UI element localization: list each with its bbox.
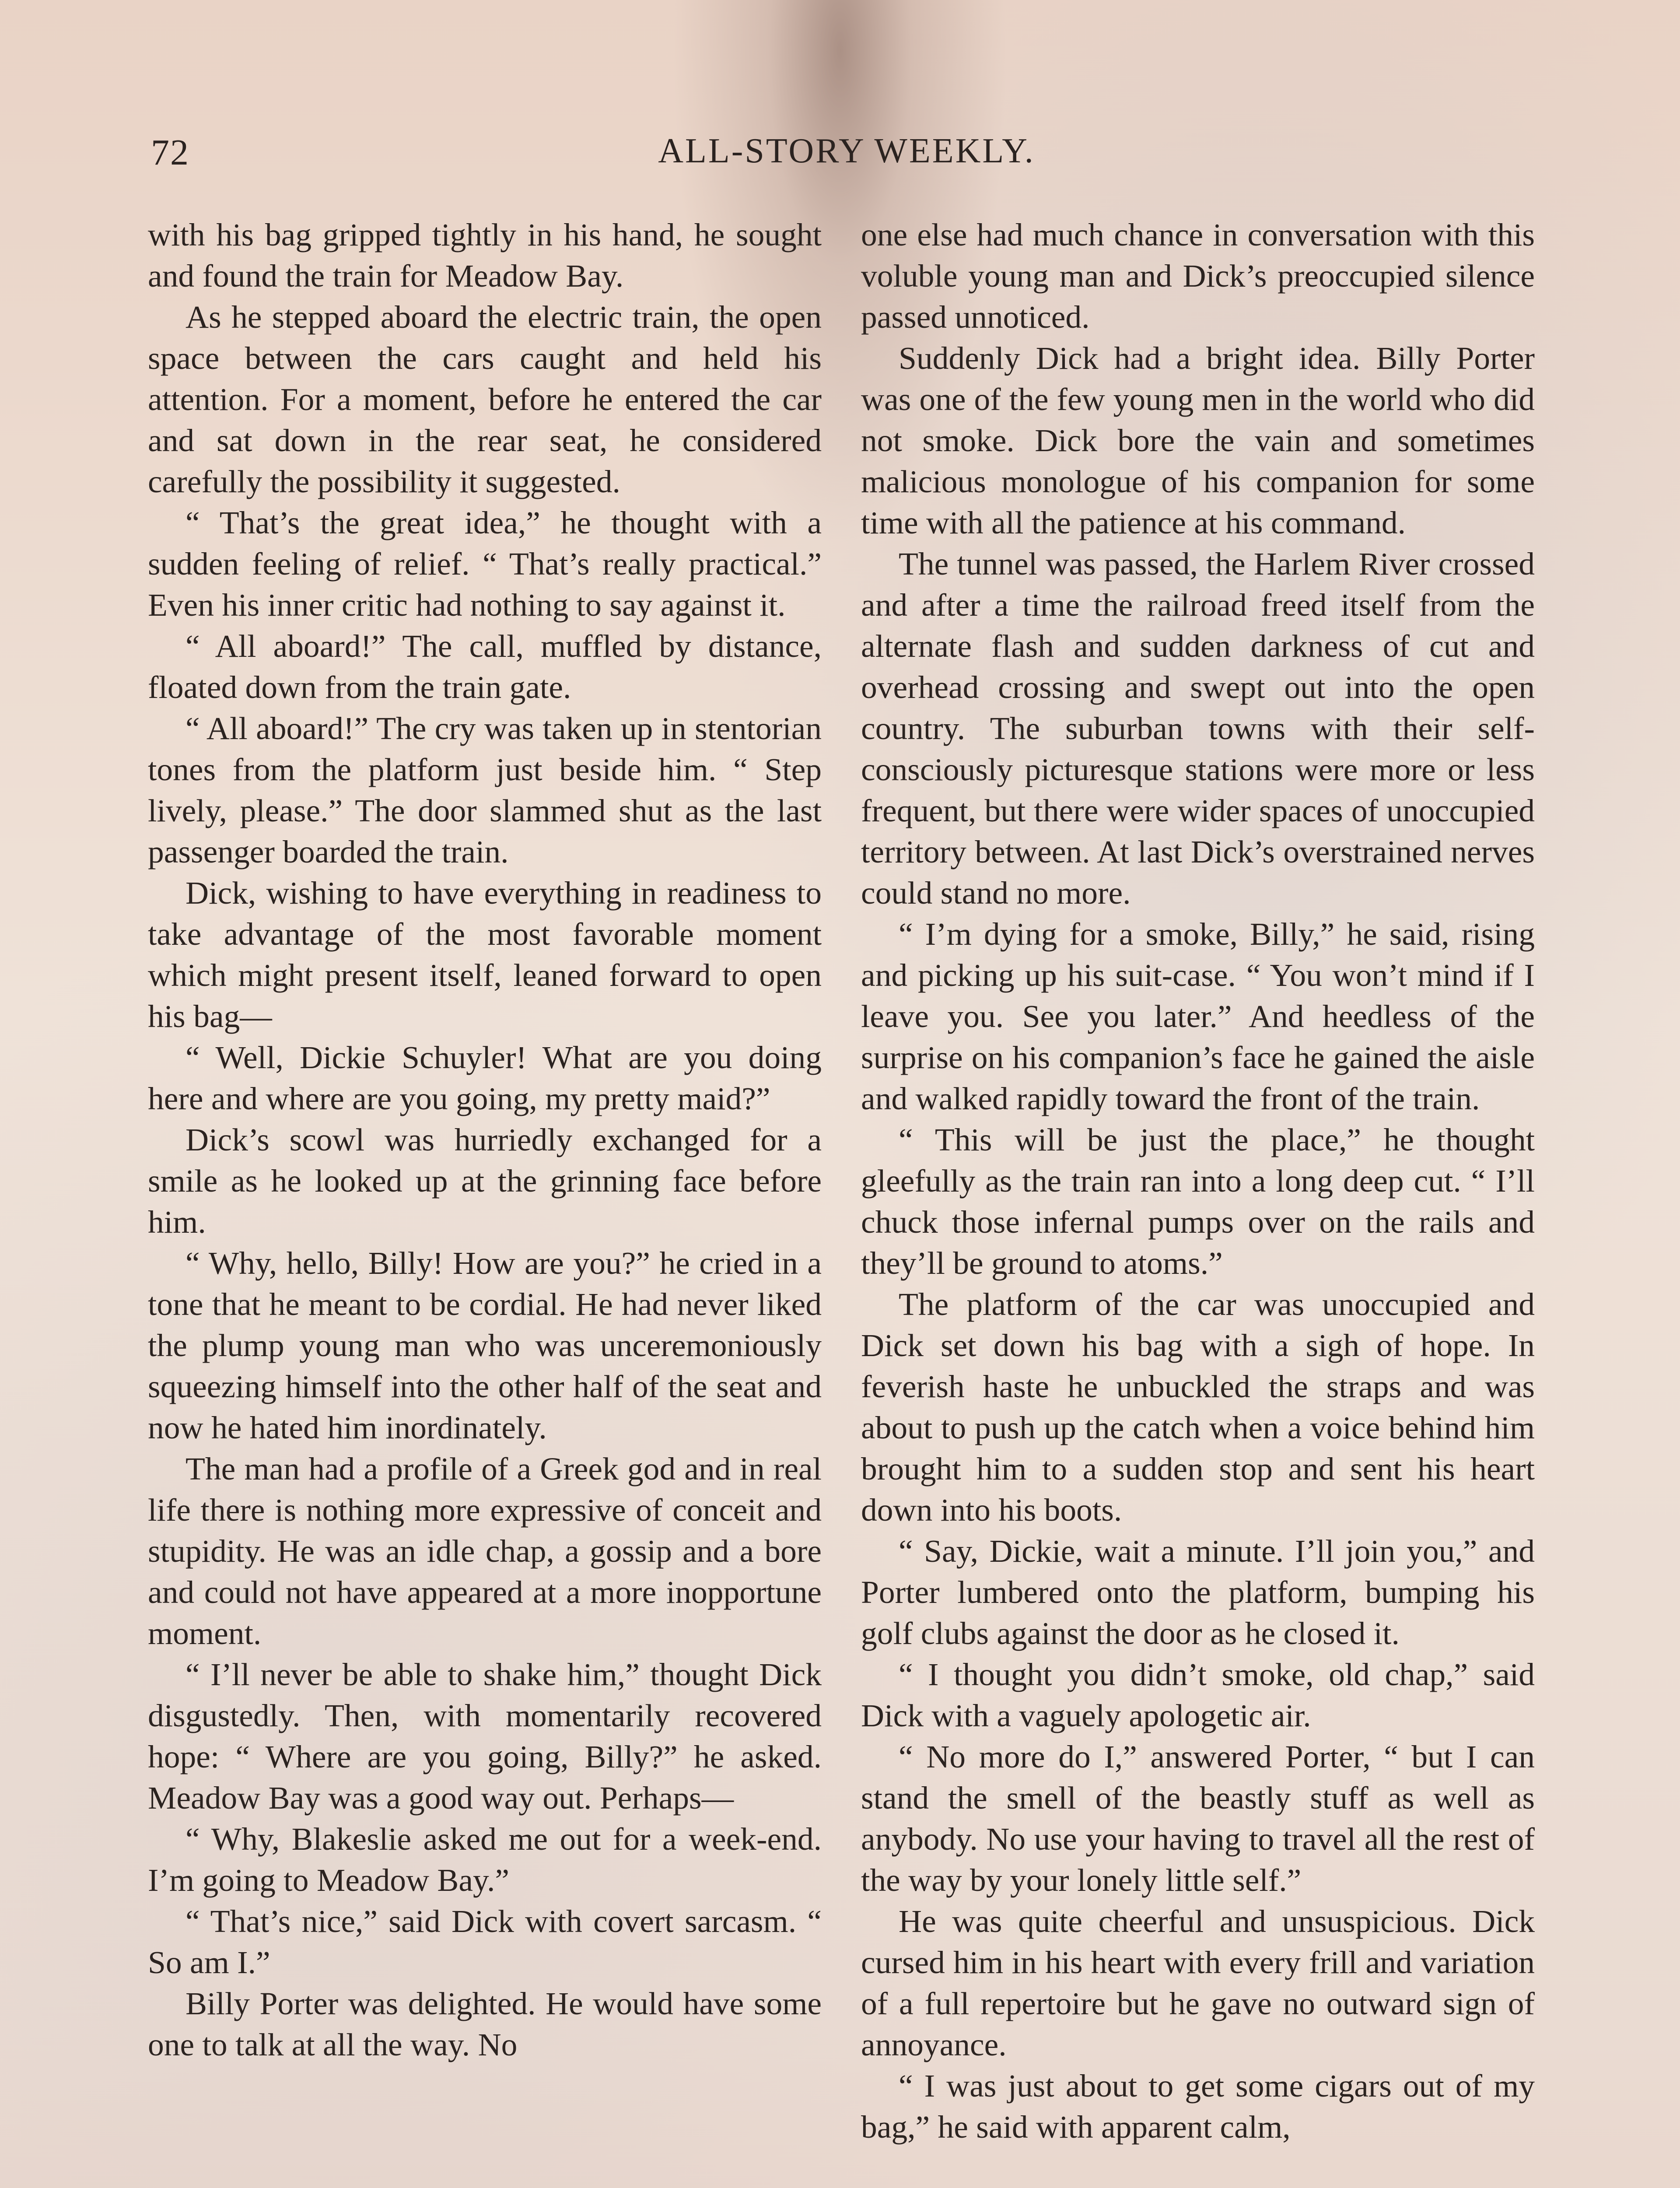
paragraph: “ I was just about to get some cigars out of my bag,” he said with apparent calm, — [861, 2068, 1535, 2145]
paragraph: The platform of the car was unoccupied and Dick set down his bag with a sigh of hope. In feverish haste he unbuckled the straps and was about to push up the catch when a voice behind him brought him to a sudden stop and sent his heart down into his boots. — [861, 1287, 1535, 1528]
paragraph: As he stepped aboard the electric train, the open space between the cars caught and held his attention. For a moment, before he entered the car and sat down in the rear seat, he considered carefully the possibility it suggested. — [148, 299, 822, 499]
paragraph: He was quite cheerful and unsuspicious. Dick cursed him in his heart with every frill and variation of a full repertoire but he gave no outward sign of annoyance. — [861, 1904, 1535, 2062]
paragraph: “ All aboard!” The call, muffled by distance, floated down from the train gate. — [148, 628, 822, 705]
paragraph: The man had a profile of a Greek god and in real life there is nothing more expressive of conceit and stupidity. He was an idle chap, a gossip and a bore and could not have appeared at a more inopportune moment. — [148, 1451, 822, 1651]
paragraph: Dick’s scowl was hurriedly exchanged for a smile as he looked up at the grinning face before him. — [148, 1122, 822, 1240]
paragraph: “ Why, Blakeslie asked me out for a week-end. I’m going to Meadow Bay.” — [148, 1821, 822, 1898]
paragraph: one else had much chance in conversation with this voluble young man and Dick’s preoccupied silence passed unnoticed. — [861, 217, 1535, 335]
paragraph: “ I thought you didn’t smoke, old chap,” said Dick with a vaguely apologetic air. — [861, 1657, 1535, 1733]
running-title: ALL-STORY WEEKLY. — [658, 132, 1035, 170]
paragraph: “ This will be just the place,” he thought gleefully as the train ran into a long deep cut. “ I’ll chuck those infernal pumps over on the rails and they’ll be ground to atoms.” — [861, 1122, 1535, 1281]
paragraph: Suddenly Dick had a bright idea. Billy Porter was one of the few young men in the world who did not smoke. Dick bore the vain and sometimes malicious monologue of his companion for some time with all the patience at his command. — [861, 340, 1535, 540]
paragraph: “ All aboard!” The cry was taken up in stentorian tones from the platform just beside him. “ Step lively, please.” The door slammed shut as the last passenger boarded the train. — [148, 711, 822, 870]
page-header — [151, 131, 1542, 184]
paragraph: “ I’ll never be able to shake him,” thought Dick disgustedly. Then, with momentarily recovered hope: “ Where are you going, Billy?” he asked. Meadow Bay was a good way out. Perhaps— — [148, 1657, 822, 1816]
paragraph: “ Well, Dickie Schuyler! What are you doing here and where are you going, my pretty maid?” — [148, 1040, 822, 1116]
paragraph: with his bag gripped tightly in his hand, he sought and found the train for Meadow Bay. — [148, 217, 822, 294]
page-number: 72 — [151, 132, 189, 173]
left-column — [148, 214, 822, 2065]
paragraph: “ That’s the great idea,” he thought with a sudden feeling of relief. “ That’s really practical.” Even his inner critic had nothing to say against it. — [148, 505, 822, 623]
paragraph: The tunnel was passed, the Harlem River crossed and after a time the railroad freed itself from the alternate flash and sudden darkness of cut and overhead crossing and swept out into the open country. The suburban towns with their self-consciously picturesque stations were more or less frequent, but there were wider spaces of unoccupied territory between. At last Dick’s overstrained nerves could stand no more. — [861, 546, 1535, 911]
paragraph: “ Why, hello, Billy! How are you?” he cried in a tone that he meant to be cordial. He had never liked the plump young man who was unceremoniously squeezing himself into the other half of the seat and now he hated him inordinately. — [148, 1245, 822, 1445]
paragraph: Dick, wishing to have everything in readiness to take advantage of the most favorable moment which might present itself, leaned forward to open his bag— — [148, 875, 822, 1034]
paragraph: Billy Porter was delighted. He would have some one to talk at all the way. No — [148, 1986, 822, 2062]
paragraph: “ Say, Dickie, wait a minute. I’ll join you,” and Porter lumbered onto the platform, bumping his golf clubs against the door as he closed it. — [861, 1533, 1535, 1651]
right-column — [861, 214, 1535, 2148]
paragraph: “ I’m dying for a smoke, Billy,” he said, rising and picking up his suit-case. “ You won’t mind if I leave you. See you later.” And heedless of the surprise on his companion’s face he gained the aisle and walked rapidly toward the front of the train. — [861, 916, 1535, 1116]
paragraph: “ No more do I,” answered Porter, “ but I can stand the smell of the beastly stuff as well as anybody. No use your having to travel all the rest of the way by your lonely little self.” — [861, 1739, 1535, 1898]
paragraph: “ That’s nice,” said Dick with covert sarcasm. “ So am I.” — [148, 1904, 822, 1980]
